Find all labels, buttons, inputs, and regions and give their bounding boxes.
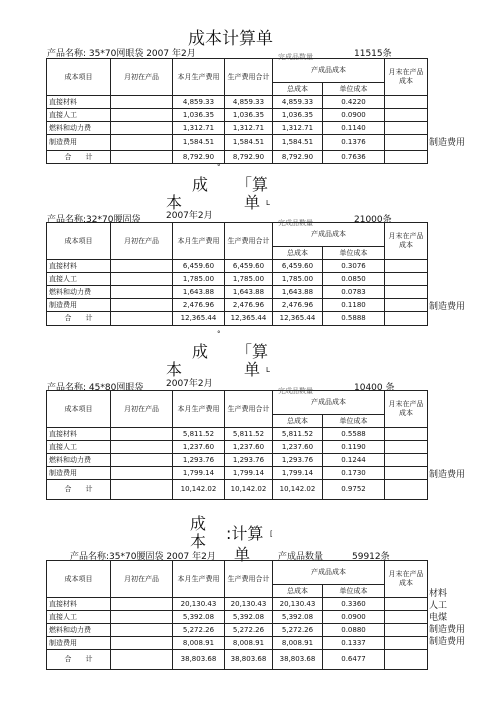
header-finished-total: 总成本	[273, 585, 323, 598]
row-ftotal: 1,643.88	[273, 286, 323, 299]
table-row	[47, 624, 428, 637]
row-total: 12,365.44	[225, 312, 273, 326]
table-row	[47, 109, 428, 122]
row-unit: 0.4220	[323, 96, 385, 109]
row-unit: 0.7636	[323, 151, 385, 164]
row-unit: 0.0900	[323, 611, 385, 624]
row-unit: 0.1337	[323, 637, 385, 650]
row-opening	[111, 312, 173, 326]
row-item: 制造费用	[47, 135, 111, 151]
title-char: 本	[166, 360, 183, 379]
header-opening: 月初在产品	[111, 223, 173, 260]
row-item: 直接材料	[47, 428, 111, 441]
header-item: 成本项目	[47, 223, 111, 260]
row-item: 直接材料	[47, 96, 111, 109]
row-ftotal: 1,312.71	[273, 122, 323, 135]
row-item: 直接人工	[47, 611, 111, 624]
row-ftotal: 1,293.76	[273, 454, 323, 467]
header-ending: 月末在产品成本	[385, 223, 428, 260]
header-ending: 月末在产品成本	[385, 561, 428, 598]
row-current: 5,272.26	[173, 624, 225, 637]
row-item: 燃料和动力费	[47, 122, 111, 135]
period: 2007年2月	[166, 211, 213, 221]
header-total: 生产费用合计	[225, 59, 273, 96]
row-item: 制造费用	[47, 637, 111, 650]
row-item: 制造费用	[47, 467, 111, 480]
quantity-value: 11515条	[354, 49, 392, 59]
title-char: 「算	[236, 175, 269, 194]
table-row	[47, 454, 428, 467]
title-char: 单	[244, 360, 261, 379]
header-opening: 月初在产品	[111, 59, 173, 96]
quantity-value: 59912条	[352, 552, 390, 562]
row-opening	[111, 260, 173, 273]
side-note: 制造费用	[429, 470, 466, 480]
side-note: 制造费用	[429, 637, 466, 647]
table-row	[47, 480, 428, 500]
row-total: 5,811.52	[225, 428, 273, 441]
table-row	[47, 96, 428, 109]
row-unit: 0.5588	[323, 428, 385, 441]
row-unit: 0.1244	[323, 454, 385, 467]
table-row	[47, 299, 428, 312]
row-current: 1,036.35	[173, 109, 225, 122]
header-ending: 月末在产品成本	[385, 59, 428, 96]
row-ftotal: 1,799.14	[273, 467, 323, 480]
row-opening	[111, 611, 173, 624]
row-ftotal: 1,237.60	[273, 441, 323, 454]
row-ftotal: 6,459.60	[273, 260, 323, 273]
row-total: 20,130.43	[225, 598, 273, 611]
row-current: 5,392.08	[173, 611, 225, 624]
quantity-label: 产成品数量	[278, 552, 324, 562]
title-char: 本	[166, 193, 183, 212]
header-finished-total: 总成本	[273, 415, 323, 428]
row-unit: 0.1190	[323, 441, 385, 454]
row-total: 10,142.02	[225, 480, 273, 500]
quantity-label: 完成品数量	[278, 53, 313, 61]
header-item: 成本项目	[47, 561, 111, 598]
cost-table	[46, 58, 428, 164]
product-label: 产品名称:	[47, 49, 87, 59]
row-unit: 0.0783	[323, 286, 385, 299]
header-total: 生产费用合计	[225, 391, 273, 428]
header-finished-unit: 单位成本	[323, 247, 385, 260]
table-row	[47, 122, 428, 135]
row-unit: 0.0900	[323, 109, 385, 122]
row-ending	[385, 441, 428, 454]
row-current: 6,459.60	[173, 260, 225, 273]
row-current: 12,365.44	[173, 312, 225, 326]
row-total: 5,392.08	[225, 611, 273, 624]
row-item: 直接人工	[47, 109, 111, 122]
row-current: 1,584.51	[173, 135, 225, 151]
side-note: 制造费用	[429, 138, 466, 148]
row-unit: 0.0850	[323, 273, 385, 286]
row-ftotal: 1,584.51	[273, 135, 323, 151]
row-opening	[111, 273, 173, 286]
table-row	[47, 286, 428, 299]
row-ending	[385, 299, 428, 312]
row-ftotal: 38,803.68	[273, 650, 323, 670]
quantity-label: 完成品数量	[278, 219, 313, 227]
row-ftotal: 8,008.91	[273, 637, 323, 650]
row-opening	[111, 480, 173, 500]
row-ending	[385, 611, 428, 624]
product-name: 45*80网眼袋	[88, 383, 144, 393]
row-opening	[111, 151, 173, 164]
row-ending	[385, 467, 428, 480]
title-char: 单	[234, 545, 251, 564]
table-row	[47, 441, 428, 454]
row-total: 1,237.60	[225, 441, 273, 454]
row-ftotal: 1,036.35	[273, 109, 323, 122]
row-ftotal: 8,792.90	[273, 151, 323, 164]
row-unit: 0.5888	[323, 312, 385, 326]
product-name: 35*70网眼袋	[88, 49, 144, 59]
table-row	[47, 611, 428, 624]
period: 2007 年2月	[166, 552, 216, 562]
period: 2007年2月	[166, 379, 213, 389]
row-ending	[385, 273, 428, 286]
row-opening	[111, 598, 173, 611]
period: 2007 年2月	[146, 49, 196, 59]
row-ftotal: 5,811.52	[273, 428, 323, 441]
table-row	[47, 637, 428, 650]
row-ftotal: 4,859.33	[273, 96, 323, 109]
title-mark: L	[266, 366, 270, 374]
row-opening	[111, 109, 173, 122]
table-row	[47, 312, 428, 326]
row-unit: 0.1730	[323, 467, 385, 480]
row-total: 8,008.91	[225, 637, 273, 650]
row-unit: 0.1376	[323, 135, 385, 151]
table-row	[47, 151, 428, 164]
header-current: 本月生产费用	[173, 223, 225, 260]
title-char: 成	[192, 175, 209, 194]
row-item: 直接材料	[47, 260, 111, 273]
row-ftotal: 5,392.08	[273, 611, 323, 624]
row-current: 2,476.96	[173, 299, 225, 312]
title-mark: L	[266, 199, 270, 207]
title-mark: °	[217, 163, 221, 171]
header-current: 本月生产费用	[173, 59, 225, 96]
header-finished: 产成品成本	[273, 391, 385, 415]
row-current: 1,799.14	[173, 467, 225, 480]
header-total: 生产费用合计	[225, 561, 273, 598]
row-ending	[385, 480, 428, 500]
cost-table	[46, 390, 428, 500]
row-item: 合 计	[47, 650, 111, 670]
table-row	[47, 273, 428, 286]
row-current: 1,312.71	[173, 122, 225, 135]
header-finished: 产成品成本	[273, 561, 385, 585]
row-current: 1,237.60	[173, 441, 225, 454]
row-ending	[385, 598, 428, 611]
row-total: 8,792.90	[225, 151, 273, 164]
row-item: 燃料和动力费	[47, 624, 111, 637]
row-current: 10,142.02	[173, 480, 225, 500]
table-row	[47, 135, 428, 151]
row-current: 1,785.00	[173, 273, 225, 286]
row-unit: 0.9752	[323, 480, 385, 500]
header-ending: 月末在产品成本	[385, 391, 428, 428]
row-ftotal: 5,272.26	[273, 624, 323, 637]
title-char: 单	[244, 193, 261, 212]
row-item: 合 计	[47, 480, 111, 500]
cost-table	[46, 222, 428, 326]
row-total: 1,799.14	[225, 467, 273, 480]
side-note: 人工	[429, 601, 448, 611]
title-mark: °	[217, 330, 221, 338]
product-name: 35*70腰固袋	[109, 552, 164, 562]
row-unit: 0.1140	[323, 122, 385, 135]
row-ftotal: 12,365.44	[273, 312, 323, 326]
row-total: 1,293.76	[225, 454, 273, 467]
table-row	[47, 428, 428, 441]
row-current: 8,792.90	[173, 151, 225, 164]
row-opening	[111, 467, 173, 480]
row-ftotal: 2,476.96	[273, 299, 323, 312]
row-current: 4,859.33	[173, 96, 225, 109]
quantity-label: 完成品数量	[278, 387, 313, 395]
title-char: 「算	[236, 342, 269, 361]
row-opening	[111, 286, 173, 299]
row-ending	[385, 454, 428, 467]
row-unit: 0.6477	[323, 650, 385, 670]
side-note: 电煤	[429, 613, 448, 623]
row-unit: 0.3076	[323, 260, 385, 273]
row-ending	[385, 637, 428, 650]
row-ending	[385, 135, 428, 151]
header-opening: 月初在产品	[111, 391, 173, 428]
row-item: 制造费用	[47, 299, 111, 312]
row-opening	[111, 122, 173, 135]
header-current: 本月生产费用	[173, 561, 225, 598]
row-total: 4,859.33	[225, 96, 273, 109]
row-item: 直接人工	[47, 273, 111, 286]
row-total: 6,459.60	[225, 260, 273, 273]
row-unit: 0.0880	[323, 624, 385, 637]
side-note: 制造费用	[429, 625, 466, 635]
row-item: 燃料和动力费	[47, 454, 111, 467]
row-total: 1,036.35	[225, 109, 273, 122]
row-ending	[385, 109, 428, 122]
row-item: 燃料和动力费	[47, 286, 111, 299]
row-opening	[111, 299, 173, 312]
side-note: 材料	[429, 589, 448, 599]
row-ending	[385, 650, 428, 670]
row-opening	[111, 428, 173, 441]
row-item: 直接人工	[47, 441, 111, 454]
side-note: 制造费用	[429, 302, 466, 312]
quantity-value: 21000条	[354, 215, 392, 225]
row-current: 38,803.68	[173, 650, 225, 670]
cost-table	[46, 560, 428, 670]
header-finished-unit: 单位成本	[323, 83, 385, 96]
row-current: 5,811.52	[173, 428, 225, 441]
quantity-value: 10400 条	[354, 383, 395, 393]
row-total: 1,584.51	[225, 135, 273, 151]
row-ending	[385, 122, 428, 135]
header-opening: 月初在产品	[111, 561, 173, 598]
header-current: 本月生产费用	[173, 391, 225, 428]
row-ftotal: 10,142.02	[273, 480, 323, 500]
title-char: 成	[190, 514, 207, 533]
row-ending	[385, 286, 428, 299]
row-opening	[111, 454, 173, 467]
page-title: 成本计算单	[188, 29, 273, 49]
row-item: 合 计	[47, 312, 111, 326]
row-ending	[385, 151, 428, 164]
row-ending	[385, 260, 428, 273]
row-unit: 0.1180	[323, 299, 385, 312]
row-ending	[385, 96, 428, 109]
title-char: :计算	[226, 524, 264, 543]
row-total: 5,272.26	[225, 624, 273, 637]
product-name: 32*70腰固袋	[86, 215, 141, 225]
row-current: 8,008.91	[173, 637, 225, 650]
product-label: 产品名称:	[47, 383, 87, 393]
header-finished: 产成品成本	[273, 59, 385, 83]
row-total: 38,803.68	[225, 650, 273, 670]
row-opening	[111, 96, 173, 109]
row-opening	[111, 637, 173, 650]
header-item: 成本项目	[47, 391, 111, 428]
row-ftotal: 1,785.00	[273, 273, 323, 286]
row-total: 1,643.88	[225, 286, 273, 299]
row-ending	[385, 428, 428, 441]
row-ending	[385, 624, 428, 637]
title-mark: [	[270, 530, 273, 538]
row-total: 1,785.00	[225, 273, 273, 286]
header-finished: 产成品成本	[273, 223, 385, 247]
title-char: 成	[192, 342, 209, 361]
row-opening	[111, 650, 173, 670]
row-current: 1,643.88	[173, 286, 225, 299]
header-item: 成本项目	[47, 59, 111, 96]
row-unit: 0.3360	[323, 598, 385, 611]
product-label: 产品名称:	[70, 552, 110, 562]
row-opening	[111, 135, 173, 151]
row-item: 合 计	[47, 151, 111, 164]
table-row	[47, 467, 428, 480]
table-row	[47, 260, 428, 273]
title-char: 本	[190, 532, 207, 551]
product-label: 产品名称:	[47, 215, 87, 225]
row-opening	[111, 624, 173, 637]
row-item: 直接材料	[47, 598, 111, 611]
row-ftotal: 20,130.43	[273, 598, 323, 611]
row-total: 2,476.96	[225, 299, 273, 312]
header-finished-total: 总成本	[273, 247, 323, 260]
row-current: 1,293.76	[173, 454, 225, 467]
row-ending	[385, 312, 428, 326]
header-total: 生产费用合计	[225, 223, 273, 260]
row-opening	[111, 441, 173, 454]
row-current: 20,130.43	[173, 598, 225, 611]
header-finished-total: 总成本	[273, 83, 323, 96]
table-row	[47, 650, 428, 670]
table-row	[47, 598, 428, 611]
header-finished-unit: 单位成本	[323, 585, 385, 598]
row-total: 1,312.71	[225, 122, 273, 135]
header-finished-unit: 单位成本	[323, 415, 385, 428]
